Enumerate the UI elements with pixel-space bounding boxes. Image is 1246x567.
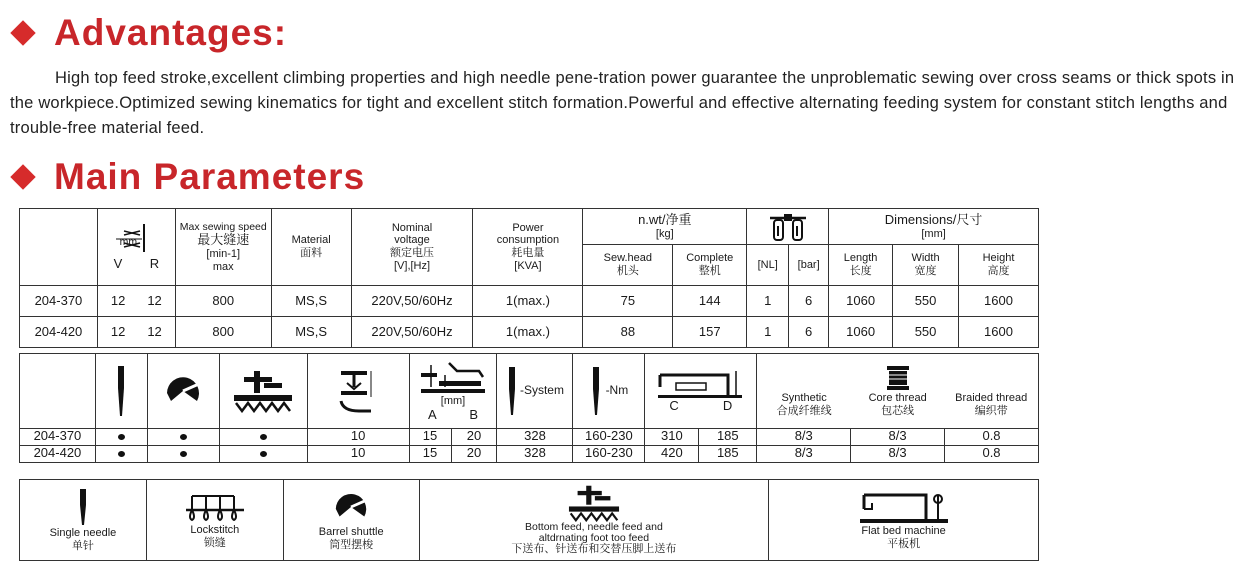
nl-header: [NL]: [747, 245, 789, 286]
width-cell: 550: [893, 286, 959, 317]
bar-header: [bar]: [789, 245, 829, 286]
complete-cell: 144: [673, 286, 747, 317]
b-cell: 20: [451, 428, 497, 445]
a-cell: 15: [409, 428, 451, 445]
needle-header: [95, 354, 147, 429]
presser-lift-header: [307, 354, 409, 429]
model-cell: 204-420: [20, 317, 98, 348]
d-label: D: [722, 398, 733, 414]
parameters-table-1: [19, 208, 1039, 348]
d-cell: 185: [699, 445, 757, 462]
table-row: [20, 286, 1039, 317]
lift-cell: 10: [307, 445, 409, 462]
advantages-text: High top feed stroke,excellent climbing properties and high needle pene-tration power guarantee the unproblematic sewing over cross seams or thick spots in the workpiece.Optimized sewing kinematics for tight and excellent stitch formation.Powerful and effective alternating feeding system for constant stitch lengths and trouble-free material feed.: [10, 69, 1235, 137]
v-value: 12: [110, 323, 126, 339]
single-needle-cn: 单针: [71, 540, 94, 552]
sewhead-en: Sew.head: [603, 252, 652, 265]
complete-cell: 157: [673, 317, 747, 348]
material-cn: 面料: [300, 247, 323, 259]
clearance-icon: [419, 359, 487, 395]
flat-bed-cell: [769, 480, 1039, 561]
main-parameters-heading: [8, 156, 365, 198]
power-cell: 1(max.): [473, 286, 583, 317]
speed-cell: 800: [175, 317, 271, 348]
weight-header: [583, 209, 747, 245]
sewhead-cell: 75: [583, 286, 673, 317]
power-header: [473, 209, 583, 286]
bed-size-icon: [656, 367, 746, 399]
dot-icon: [260, 451, 267, 457]
shuttle-cell: [147, 445, 219, 462]
needle-icon: [77, 487, 89, 527]
nm-cell: 160-230: [573, 445, 645, 462]
system-label: -System: [519, 382, 564, 397]
synthetic-cell: 8/3: [757, 428, 851, 445]
synthetic-cn: 合成纤维线: [776, 404, 832, 417]
r-label: R: [149, 256, 160, 271]
air-pressure-icon: [768, 212, 808, 242]
flat-bed-cn: 平板机: [887, 538, 921, 550]
system-cell: 328: [497, 428, 573, 445]
c-cell: 310: [645, 428, 699, 445]
barrel-shuttle-cell: [283, 480, 419, 561]
dot-icon: [180, 434, 187, 440]
bar-cell: 6: [789, 317, 829, 348]
power-cn: 耗电量: [511, 247, 545, 259]
width-header: [893, 245, 959, 286]
shuttle-header: [147, 354, 219, 429]
nl-cell: 1: [747, 317, 789, 348]
synthetic-en: Synthetic: [781, 392, 827, 405]
feed-cell: [219, 445, 307, 462]
single-needle-en: Single needle: [49, 527, 117, 540]
model-cell: 204-370: [20, 428, 96, 445]
weight-unit: [kg]: [655, 227, 674, 240]
advantages-heading: [8, 12, 287, 54]
voltage-en2: voltage: [394, 234, 430, 247]
barrel-shuttle-icon: [329, 488, 373, 526]
complete-en: Complete: [686, 252, 734, 265]
features-table: [19, 479, 1039, 561]
lockstitch-icon: [184, 490, 246, 524]
braided-en: Braided thread: [955, 392, 1028, 405]
a-label: A: [427, 406, 437, 422]
material-header: [271, 209, 351, 286]
material-cell: MS,S: [271, 286, 351, 317]
speed-header: [175, 209, 271, 286]
feed-en1: Bottom feed, needle feed and: [525, 521, 663, 534]
height-en: Height: [982, 252, 1015, 265]
power-cell: 1(max.): [473, 317, 583, 348]
c-cell: 420: [645, 445, 699, 462]
needle-cell: [95, 428, 147, 445]
dot-icon: [180, 451, 187, 457]
model-cell: 204-420: [20, 445, 96, 462]
r-value: 12: [147, 292, 162, 308]
material-cell: MS,S: [271, 317, 351, 348]
power-unit: [KVA]: [514, 259, 542, 272]
core-cn: 包芯线: [881, 404, 915, 417]
feed-dog-icon: [232, 369, 294, 413]
barrel-shuttle-en: Barrel shuttle: [318, 526, 384, 539]
thread-header: [757, 354, 1039, 429]
feed-dog-icon: [567, 484, 621, 522]
model-header: [20, 209, 98, 286]
core-cell: 8/3: [851, 428, 945, 445]
complete-header: [673, 245, 747, 286]
speed-sub: max: [212, 260, 234, 273]
feed-header: [219, 354, 307, 429]
dot-icon: [260, 434, 267, 440]
dimensions-unit: [mm]: [921, 227, 946, 240]
speed-cell: 800: [175, 286, 271, 317]
b-label: B: [469, 406, 479, 422]
system-cell: 328: [497, 445, 573, 462]
power-en1: Power: [512, 221, 544, 234]
vr-cell: [97, 286, 175, 317]
voltage-unit: [V],[Hz]: [394, 259, 431, 272]
speed-cn: 最大缝速: [197, 231, 250, 247]
dimensions-title: Dimensions/尺寸: [884, 211, 983, 227]
feed-cell: [219, 428, 307, 445]
width-en: Width: [911, 252, 940, 265]
length-cell: 1060: [829, 317, 893, 348]
model-cell: 204-370: [20, 286, 98, 317]
stitch-length-header: [97, 209, 175, 286]
b-cell: 20: [451, 445, 497, 462]
length-header: [829, 245, 893, 286]
presser-foot-lift-icon: [337, 367, 379, 415]
stitch-length-unit: mm: [119, 236, 138, 249]
voltage-cn: 额定电压: [390, 247, 435, 259]
complete-cn: 整机: [698, 265, 721, 277]
power-en2: consumption: [496, 234, 560, 247]
lockstitch-cell: [146, 480, 283, 561]
speed-unit: [min-1]: [206, 247, 241, 260]
synthetic-cell: 8/3: [757, 445, 851, 462]
barrel-shuttle-cn: 筒型摆梭: [329, 539, 374, 551]
width-cn: 宽度: [914, 265, 937, 277]
voltage-header: [351, 209, 473, 286]
air-header: [747, 209, 829, 245]
lift-cell: 10: [307, 428, 409, 445]
voltage-cell: 220V,50/60Hz: [351, 317, 473, 348]
voltage-en1: Nominal: [391, 221, 433, 234]
nm-header: [573, 354, 645, 429]
needle-size-icon: [590, 365, 602, 417]
flat-bed-en: Flat bed machine: [861, 525, 946, 538]
bar-cell: 6: [789, 286, 829, 317]
flat-bed-machine-icon: [858, 489, 950, 525]
sewhead-header: [583, 245, 673, 286]
dimensions-header: [829, 209, 1039, 245]
v-label: V: [113, 256, 123, 271]
needle-system-icon: [506, 365, 518, 417]
advantages-title: Advantages:: [54, 12, 288, 53]
braided-cell: 0.8: [945, 428, 1039, 445]
parameters-table-2: [19, 353, 1039, 463]
feed-cell: [419, 480, 769, 561]
voltage-cell: 220V,50/60Hz: [351, 286, 473, 317]
nm-cell: 160-230: [573, 428, 645, 445]
table-row: [20, 445, 1039, 462]
braided-cell: 0.8: [945, 445, 1039, 462]
lockstitch-en: Lockstitch: [190, 524, 240, 537]
diamond-bullet-icon: [10, 20, 35, 45]
length-en: Length: [843, 252, 878, 265]
dot-icon: [118, 434, 125, 440]
barrel-shuttle-icon: [161, 371, 205, 411]
r-value: 12: [147, 323, 162, 339]
nl-cell: 1: [747, 286, 789, 317]
main-parameters-title: Main Parameters: [54, 156, 366, 197]
clearance-header: [409, 354, 497, 429]
core-cell: 8/3: [851, 445, 945, 462]
height-header: [959, 245, 1039, 286]
c-label: C: [669, 398, 679, 414]
model-header: [20, 354, 96, 429]
speed-en: Max sewing speed: [179, 220, 267, 233]
bed-size-header: [645, 354, 757, 429]
length-cell: 1060: [829, 286, 893, 317]
single-needle-cell: [20, 480, 147, 561]
shuttle-cell: [147, 428, 219, 445]
sewhead-cn: 机头: [616, 265, 639, 277]
feed-cn: 下送布、针送布和交替压脚上送布: [511, 543, 677, 556]
length-cn: 长度: [849, 265, 872, 277]
vr-cell: [97, 317, 175, 348]
height-cell: 1600: [959, 317, 1039, 348]
diamond-bullet-icon: [10, 164, 35, 189]
needle-icon: [114, 364, 128, 418]
material-en: Material: [291, 234, 331, 247]
needle-cell: [95, 445, 147, 462]
thread-spool-icon: [885, 364, 911, 392]
height-cn: 高度: [987, 265, 1010, 277]
d-cell: 185: [699, 428, 757, 445]
dot-icon: [118, 451, 125, 457]
table-row: [20, 428, 1039, 445]
clearance-unit: [mm]: [440, 395, 466, 408]
a-cell: 15: [409, 445, 451, 462]
width-cell: 550: [893, 317, 959, 348]
core-en: Core thread: [868, 392, 927, 405]
lockstitch-cn: 锁缝: [203, 537, 226, 549]
height-cell: 1600: [959, 286, 1039, 317]
sewhead-cell: 88: [583, 317, 673, 348]
braided-cn: 编织带: [974, 404, 1008, 417]
weight-title: n.wt/净重: [638, 211, 692, 227]
v-value: 12: [110, 292, 126, 308]
nm-label: -Nm: [605, 382, 629, 397]
feed-en2: altdrnating foot too feed: [538, 531, 650, 544]
table-row: [20, 317, 1039, 348]
system-header: [497, 354, 573, 429]
